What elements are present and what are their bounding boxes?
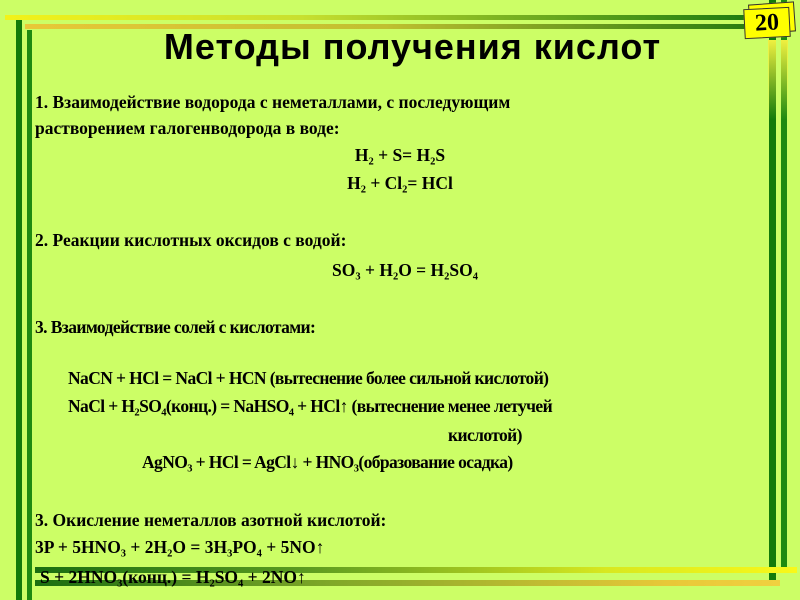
- section2-heading: 2. Реакции кислотных оксидов с водой:: [35, 230, 347, 250]
- slide-number-badge: 20: [743, 7, 791, 39]
- equation: 3P + 5HNO₃ + 2H₂O = 3H₃PO₄ + 5NO↑: [35, 537, 325, 557]
- equation: H₂ + Cl₂= HCl: [347, 173, 453, 193]
- section1-heading: 1. Взаимодействие водорода с неметаллами, с последующим: [35, 92, 511, 112]
- equation: S + 2HNO₃(конц.) = H₂SO₄ + 2NO↑: [40, 567, 306, 587]
- equation: NaCl + H₂SO₄(конц.) = NaHSO₄ + HCl↑ (вытеснение менее летучей: [68, 396, 553, 416]
- frame-left-line: [16, 20, 22, 600]
- frame-top-line: [5, 15, 745, 20]
- section1-heading-cont: растворением галогенводорода в воде:: [35, 118, 340, 138]
- slide-title: Методы получения кислот: [163, 26, 662, 67]
- equation: NaCN + HCl = NaCl + HCN (вытеснение более сильной кислотой): [68, 368, 549, 388]
- equation-cont: кислотой): [448, 425, 522, 445]
- frame-left-line-inner: [27, 30, 32, 600]
- equation: SO₃ + H₂O = H₂SO₄: [332, 260, 478, 280]
- equation: AgNO₃ + HCl = AgCl↓ + HNO₃(образование осадка): [142, 452, 513, 472]
- section3-heading: 3. Взаимодействие солей с кислотами:: [35, 317, 316, 337]
- section4-heading: 3. Окисление неметаллов азотной кислотой:: [35, 510, 387, 530]
- equation: H₂ + S= H₂S: [354, 145, 446, 165]
